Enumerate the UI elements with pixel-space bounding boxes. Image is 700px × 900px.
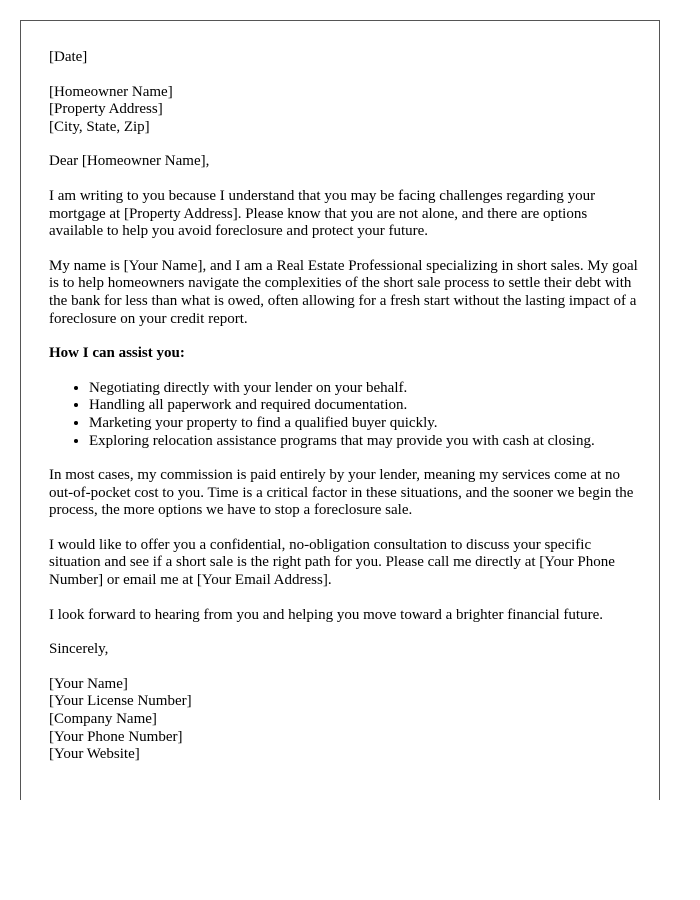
assist-heading: How I can assist you: — [49, 345, 185, 362]
recipient-property-address: [Property Address] — [49, 101, 163, 118]
letter-page — [20, 20, 660, 800]
list-item: • Marketing your property to find a qualified buyer quickly. — [89, 415, 639, 433]
signature-block — [49, 676, 639, 764]
list-item: • Handling all paperwork and required documentation. — [89, 397, 639, 415]
salutation: Dear [Homeowner Name], — [49, 153, 210, 170]
assist-list — [49, 380, 639, 450]
recipient-city-state-zip: [City, State, Zip] — [49, 118, 150, 135]
closing-sign-off: Sincerely, — [49, 641, 109, 658]
signature-phone: [Your Phone Number] — [49, 728, 183, 745]
recipient-address-block — [49, 84, 639, 137]
about-me-paragraph: My name is [Your Name], and I am a Real Estate Professional specializing in short sales. My goal is to help homeowners navigate the complexities of the short sale process to settle their debt with the bank for less than what is owed, often allowing for a fresh start without the lasting impact of a foreclosure on your credit report. — [49, 257, 638, 327]
signature-name: [Your Name] — [49, 675, 128, 692]
list-item: • Exploring relocation assistance programs that may provide you with cash at closing. — [89, 433, 639, 451]
letter-date: [Date] — [49, 49, 88, 65]
consultation-paragraph: I would like to offer you a confidential, no-obligation consultation to discuss your specific situation and see if a short sale is the right path for you. Please call me directly at [Your Phone Number] or email me at [Your Email Address]. — [49, 536, 615, 589]
closing-paragraph: I look forward to hearing from you and helping you move toward a brighter financial future. — [49, 606, 603, 623]
list-item: • Negotiating directly with your lender on your behalf. — [89, 380, 639, 398]
signature-website: [Your Website] — [49, 746, 140, 763]
intro-paragraph: I am writing to you because I understand that you may be facing challenges regarding your mortgage at [Property Address]. Please know that you are not alone, and there are options available to help you avoid foreclosure and protect your future. — [49, 187, 596, 240]
signature-license: [Your License Number] — [49, 693, 192, 710]
letter-body — [49, 49, 639, 781]
recipient-name: [Homeowner Name] — [49, 83, 173, 100]
signature-company: [Company Name] — [49, 711, 157, 728]
commission-paragraph: In most cases, my commission is paid entirely by your lender, meaning my services come at no out-of-pocket cost to you. Time is a critical factor in these situations, and the sooner we begin the process, the more options we have to stop a foreclosure sale. — [49, 467, 634, 519]
